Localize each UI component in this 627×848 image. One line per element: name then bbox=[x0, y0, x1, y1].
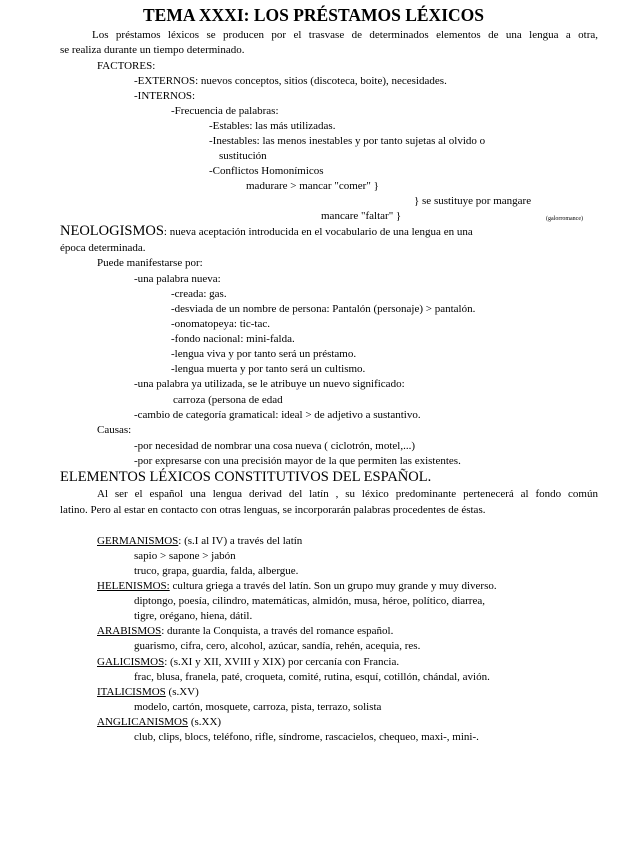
neologisms-definition-2: época determinada. bbox=[60, 242, 146, 254]
galicismos-desc: : (s.XI y XII, XVIII y XIX) por cercanía con Francia. bbox=[164, 656, 400, 668]
intro-line-1: Los préstamos léxicos se producen por el trasvase de determinados elementos de una lengua a otra, bbox=[92, 29, 598, 41]
neologisms-manifest: Puede manifestarse por: bbox=[97, 257, 203, 269]
neologisms-dead: -lengua muerta y por tanto será un cultismo. bbox=[171, 363, 366, 375]
factors-example-3: mancare "faltar" } bbox=[321, 210, 402, 222]
arabismos-heading bbox=[97, 625, 393, 638]
italicismos-desc: (s.XV) bbox=[165, 686, 199, 698]
helenismos-line-2: tigre, orégano, hiena, dátil. bbox=[134, 610, 253, 622]
factors-label: FACTORES: bbox=[97, 60, 156, 72]
anglicanismos-desc: (s.XX) bbox=[188, 716, 222, 728]
elements-intro-1: Al ser el español una lengua derivad del latín , su léxico predominante pertenecerá al fondo común bbox=[97, 488, 598, 500]
factors-conflicts: -Conflictos Homonímicos bbox=[209, 165, 324, 177]
galicismos-label: GALICISMOS bbox=[97, 656, 165, 668]
helenismos-desc: cultura griega a través del latín. Son un grupo muy grande y muy diverso. bbox=[169, 580, 497, 592]
factors-external: -EXTERNOS: nuevos conceptos, sitios (discoteca, boite), necesidades. bbox=[134, 75, 447, 87]
germanismos-heading bbox=[97, 535, 302, 548]
galicismos-line-1: frac, blusa, franela, paté, croqueta, comité, rutina, esquí, cotillón, chándal, avión. bbox=[134, 671, 490, 683]
neologisms-category: -cambio de categoría gramatical: ideal > de adjetivo a sustantivo. bbox=[134, 409, 421, 421]
neologisms-cause-2: -por expresarse con una precisión mayor de la que permiten las existentes. bbox=[134, 455, 461, 467]
germanismos-line-2: truco, grapa, guardia, falda, albergue. bbox=[134, 565, 299, 577]
factors-frequency: -Frecuencia de palabras: bbox=[171, 105, 279, 117]
neologisms-cause-1: -por necesidad de nombrar una cosa nueva ( ciclotrón, motel,...) bbox=[134, 440, 416, 452]
arabismos-line-1: guarismo, cifra, cero, alcohol, azúcar, sandía, rehén, acequia, res. bbox=[134, 640, 421, 652]
neologisms-living: -lengua viva y por tanto será un préstamo. bbox=[171, 348, 357, 360]
factors-example-1: madurare > mancar "comer" } bbox=[246, 180, 379, 192]
anglicanismos-label: ANGLICANISMOS bbox=[97, 716, 189, 728]
neologisms-definition-line-1 bbox=[60, 225, 473, 239]
arabismos-label: ARABISMOS bbox=[97, 625, 162, 637]
neologisms-used-word: -una palabra ya utilizada, se le atribuye un nuevo significado: bbox=[134, 378, 405, 390]
intro-line-2: se realiza durante un tiempo determinado. bbox=[60, 44, 245, 56]
germanismos-label: GERMANISMOS bbox=[97, 535, 179, 547]
italicismos-heading bbox=[97, 686, 199, 699]
factors-example-note: (galorromance) bbox=[546, 216, 583, 222]
elements-intro-2: latino. Pero al estar en contacto con otras lenguas, se incorporarán palabras procedentes de éstas. bbox=[60, 504, 486, 516]
factors-internal: -INTERNOS: bbox=[134, 90, 196, 102]
neologisms-created: -creada: gas. bbox=[171, 288, 227, 300]
germanismos-desc: : (s.I al IV) a través del latín bbox=[178, 535, 303, 547]
neologisms-definition-1: : nueva aceptación introducida en el vocabulario de una lengua en una bbox=[163, 226, 473, 238]
page-title: TEMA XXXI: LOS PRÉSTAMOS LÉXICOS bbox=[143, 5, 484, 25]
helenismos-line-1: diptongo, poesía, cilindro, matemáticas, almidón, musa, héroe, político, diarrea, bbox=[134, 595, 485, 607]
factors-stable: -Estables: las más utilizadas. bbox=[209, 120, 336, 132]
italicismos-line-1: modelo, cartón, mosquete, carroza, pista, terrazo, solista bbox=[134, 701, 382, 713]
neologisms-heading: NEOLOGISMOS bbox=[60, 223, 164, 239]
anglicanismos-heading bbox=[97, 716, 221, 729]
arabismos-desc: : durante la Conquista, a través del romance español. bbox=[161, 625, 394, 637]
neologisms-causes: Causas: bbox=[97, 424, 132, 436]
germanismos-line-1: sapio > sapone > jabón bbox=[134, 550, 236, 562]
neologisms-carroza: carroza (persona de edad bbox=[173, 394, 283, 406]
factors-unstable-1: -Inestables: las menos inestables y por tanto sujetas al olvido o bbox=[209, 135, 486, 147]
galicismos-heading bbox=[97, 656, 399, 669]
elements-heading: ELEMENTOS LÉXICOS CONSTITUTIVOS DEL ESPAÑOL. bbox=[60, 469, 432, 485]
neologisms-onomatopoeia: -onomatopeya: tic-tac. bbox=[171, 318, 270, 330]
neologisms-national: -fondo nacional: mini-falda. bbox=[171, 333, 295, 345]
factors-unstable-2: sustitución bbox=[219, 150, 267, 162]
factors-example-2: } se sustituye por mangare bbox=[414, 195, 532, 207]
neologisms-deviated: -desviada de un nombre de persona: Pantalón (personaje) > pantalón. bbox=[171, 303, 476, 315]
helenismos-label: HELENISMOS: bbox=[97, 580, 170, 592]
italicismos-label: ITALICISMOS bbox=[97, 686, 166, 698]
neologisms-new-word: -una palabra nueva: bbox=[134, 273, 221, 285]
helenismos-heading bbox=[97, 580, 497, 593]
anglicanismos-line-1: club, clips, blocs, teléfono, rifle, síndrome, rascacielos, chequeo, maxi-, mini-. bbox=[134, 731, 479, 743]
